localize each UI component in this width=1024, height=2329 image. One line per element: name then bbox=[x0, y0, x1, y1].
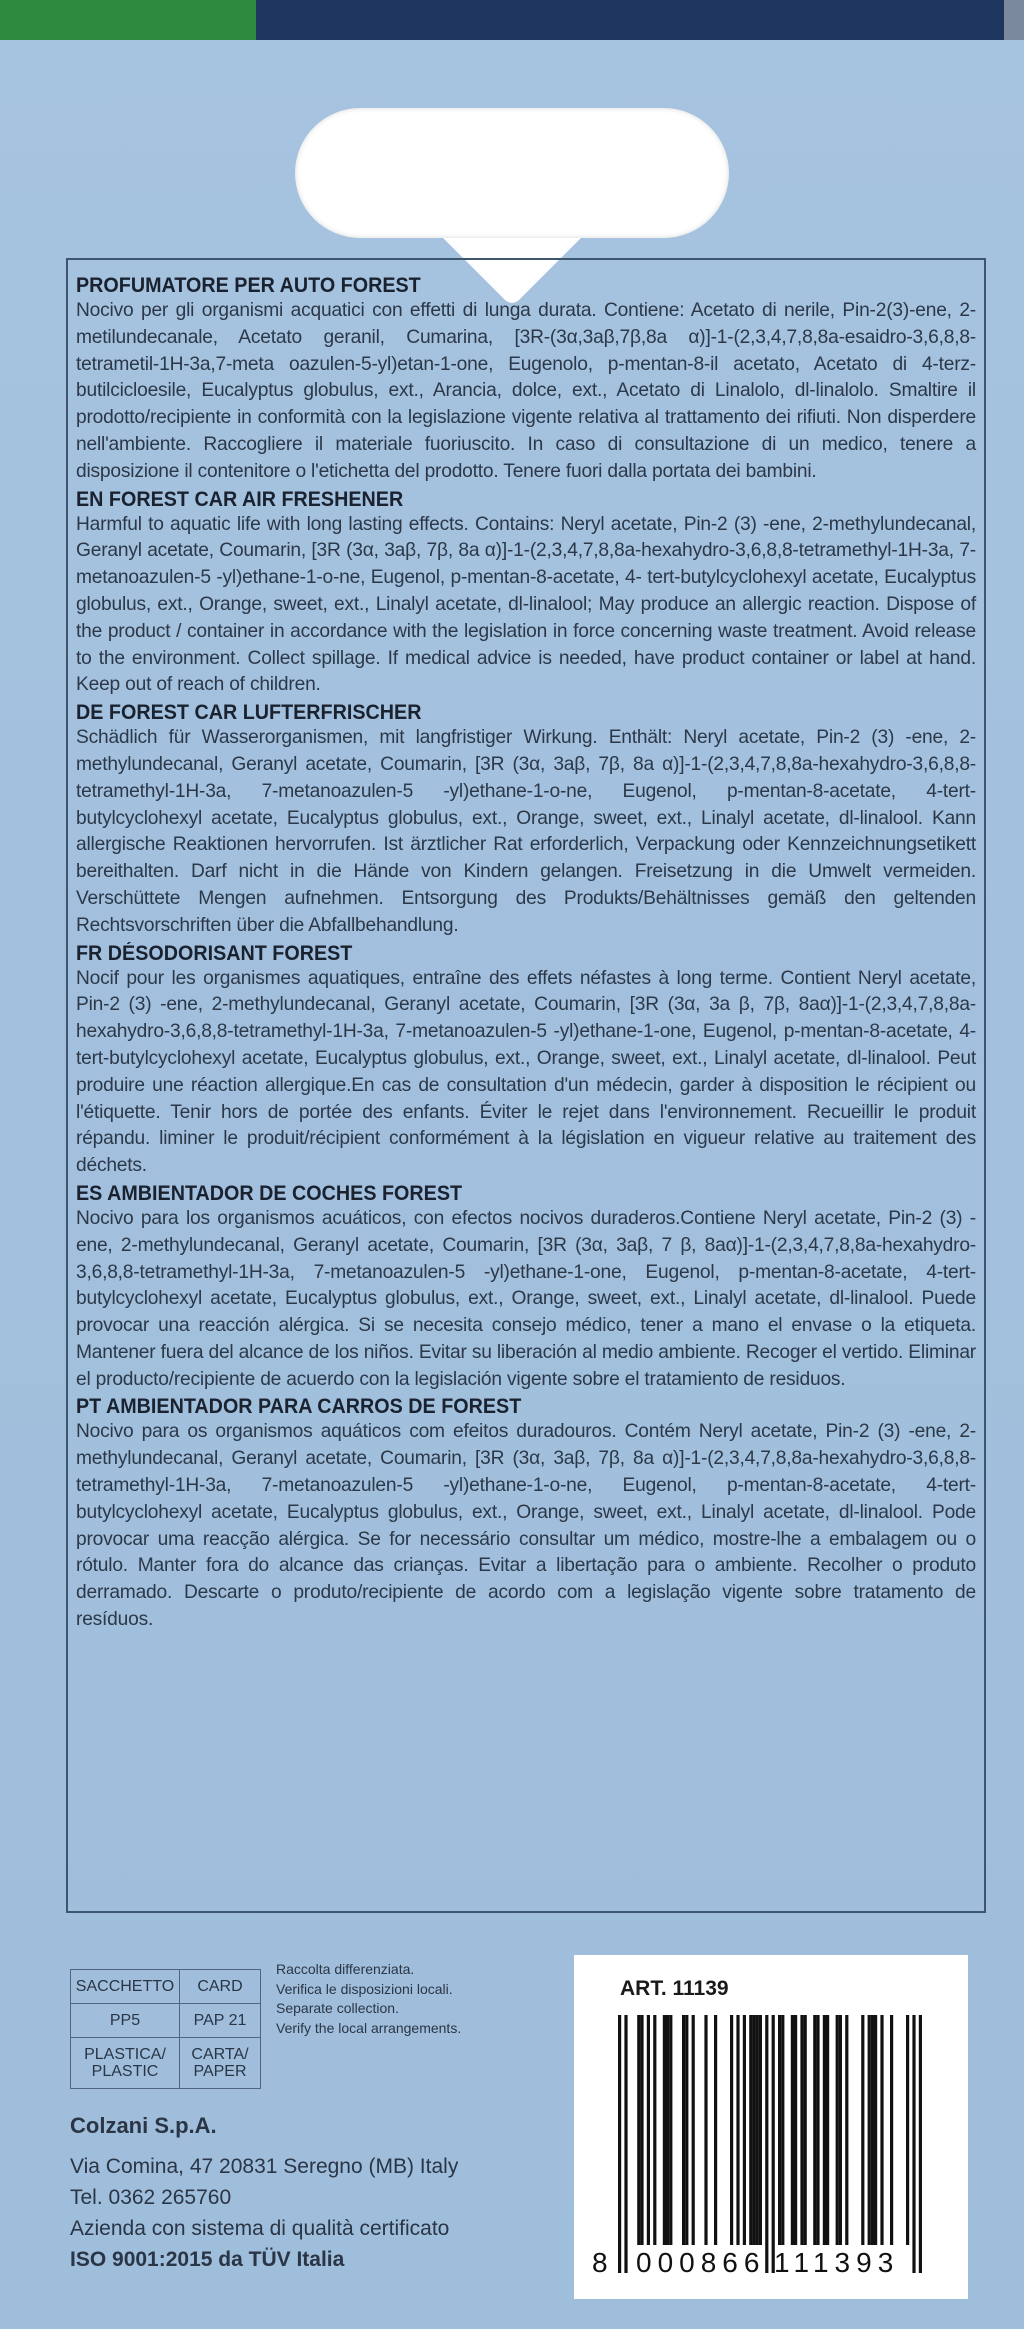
barcode-card bbox=[574, 1955, 968, 2299]
barcode-digit-first: 8 bbox=[592, 2247, 614, 2278]
section-title: PT AMBIENTADOR PARA CARROS DE FOREST bbox=[76, 1395, 522, 1419]
barcode-bar bbox=[778, 2015, 781, 2245]
barcode-bar bbox=[640, 2015, 643, 2245]
section-body: Nocivo per gli organismi acquatici con effetti di lunga durata. Contiene: Acetato di nerile, Pin-2(3)-ene, 2-metilundecanale, Acetato geranil, Cumarina, [3R-(3α,3aβ,7β,8a α)]-1-(2,3,4,7,8,8a-esaidro-3,6,8,8-tetrametil-1H-3a,7-meta oazulen-5-yl)etan-1-one, Eugenolo, p-mentan-8-il acetato, Acetato di 4-terz-butilcicloesile, Eucalyptus globulus, ext., Arancia, dolce, ext., Acetato di Linalolo, dl-linalolo. Smaltire il prodotto/recipiente in conformità con la legislazione vigente relativa al trattamento dei rifiuti. Non disperdere nell'ambiente. Raccogliere il materiale fuoriuscito. In caso di consultazione di un medico, tenere a disposizione il contenitore o l'etichetta del prodotto. Tenere fuori dalla portata dei bambini. bbox=[76, 300, 976, 482]
bottom-info bbox=[0, 1913, 1024, 2329]
hang-hole bbox=[295, 108, 729, 238]
barcode-guard-bar bbox=[772, 2015, 775, 2273]
barcode-bar bbox=[816, 2015, 819, 2245]
brand-stripe-navy bbox=[256, 0, 1004, 40]
section-title: PROFUMATORE PER AUTO FOREST bbox=[76, 274, 421, 297]
section-it bbox=[76, 274, 976, 486]
section-en bbox=[76, 488, 976, 700]
barcode-guard-bar bbox=[624, 2015, 627, 2273]
recycling-cell: CARTA/ PAPER bbox=[180, 2038, 261, 2089]
section-body: Harmful to aquatic life with long lasting effects. Contains: Neryl acetate, Pin-2 (3) -ene, 2-methylundecanal, Geranyl acetate, Coumarin, [3R (3α, 3aβ, 7β, 8a α)]-1-(2,3,4,7,8,8a-hexahydro-3,6,8,8-tetramethyl-1H-3a, 7-metanoazulen-5 -yl)ethane-1-o-ne, Eugenol, p-mentan-8-acetate, 4- tert-butylcyclohexyl acetate, Eucalyptus globulus, ext., Orange, sweet, ext., Linalyl acetate, dl-linalool; May produce an allergic reaction. Dispose of the product / container in accordance with the legislation in force concerning waste treatment. Avoid release to the environment. Collect spillage. If medical advice is needed, have product container or label at hand. Keep out of reach of children. bbox=[76, 513, 976, 696]
section-title: EN FOREST CAR AIR FRESHENER bbox=[76, 487, 404, 511]
barcode bbox=[574, 1955, 968, 2299]
barcode-bar bbox=[781, 2015, 784, 2245]
recycling-note-line: Separate collection. bbox=[276, 2000, 399, 2016]
barcode-bar bbox=[823, 2015, 826, 2245]
barcode-bar bbox=[759, 2015, 762, 2245]
barcode-bar bbox=[653, 2015, 656, 2245]
barcode-bar bbox=[704, 2015, 707, 2245]
section-body: Nocivo para os organismos aquáticos com efeitos duradouros. Contém Neryl acetate, Pin-2 (3) -ene, 2-methylundecanal, Geranyl acetate, Coumarin, [3R (3α, 3aβ, 7β, 8a α)]-1-(2,3,4,7,8,8a-hexahydro-3,6,8,8-tetramethyl-1H-3a, 7-metanoazulen-5 -yl)ethane-1-o-ne, Eugenol, p-mentan-8-acetate, 4-tert-butylcyclohexyl acetate, Eucalyptus globulus, ext., Orange, sweet, ext., Linalyl acetate, dl-linalool. Pode provocar uma reacção alérgica. Se for necessário consultar um médico, mostre-lhe a embalagem ou o rótulo. Manter fora do alcance das crianças. Evitar a libertação para o ambiente. Recolher o produto derramado. Descarte o produto/recipiente de acordo com a legislação vigente sobre tratamento de resíduos. bbox=[76, 1421, 976, 1631]
recycling-cell: SACCHETTO bbox=[71, 1970, 180, 2004]
company-info bbox=[70, 2111, 630, 2275]
company-phone: Tel. 0362 265760 bbox=[70, 2186, 232, 2209]
barcode-bar bbox=[880, 2015, 883, 2245]
section-fr bbox=[76, 942, 976, 1180]
barcode-guard-bar bbox=[618, 2015, 621, 2273]
barcode-guard-bar bbox=[912, 2015, 915, 2273]
article-number: ART. 11139 bbox=[620, 1977, 729, 2000]
barcode-bar bbox=[666, 2015, 669, 2245]
brand-stripe-green bbox=[0, 0, 256, 40]
barcode-bar bbox=[682, 2015, 685, 2245]
barcode-bar bbox=[669, 2015, 672, 2245]
section-body: Nocivo para los organismos acuáticos, con efectos nocivos duraderos.Contiene Neryl acetate, Pin-2 (3) -ene, 2-methylundecanal, Geranyl acetate, Coumarin, [3R (3α, 3aβ, 7 β, 8aα)]-1-(2,3,4,7,8,8a-hexahydro-3,6,8,8-tetramethyl-1H-3a, 7-metanoazulen-5 -yl)ethane-1-one, Eugenol, p-mentan-8-acetate, 4-tert-butylcyclohexyl acetate, Eucalyptus globulus, ext., Orange, sweet, ext., Linalyl acetate, dl-linalool. Puede provocar una reacción alérgica. Si se necesita consejo médico, tener a mano el envase o la etiqueta. Mantener fuera del alcance de los niños. Evitar su liberación al medio ambiente. Recoger el vertido. Eliminar el producto/recipiente de acuerdo con la legislación vigente sobre el tratamiento de residuos. bbox=[76, 1207, 976, 1390]
section-title: DE FOREST CAR LUFTERFRISCHER bbox=[76, 701, 422, 725]
barcode-bar bbox=[868, 2015, 871, 2245]
barcode-bar bbox=[794, 2015, 797, 2245]
barcode-bar bbox=[749, 2015, 752, 2245]
barcode-bar bbox=[906, 2015, 909, 2245]
barcode-bar bbox=[836, 2015, 839, 2245]
barcode-bar bbox=[826, 2015, 829, 2245]
section-body: Nocif pour les organismes aquatiques, entraîne des effets néfastes à long terme. Contient Neryl acetate, Pin-2 (3) -ene, 2-methylundecanal, Geranyl acetate, Coumarin, [3R (3α, 3a β, 7β, 8aα)]-1-(2,3,4,7,8,8a-hexahydro-3,6,8,8-tetramethyl-1H-3a, 7-metanoazulen-5 -yl)ethane-1-one, Eugenol, p-mentan-8-acetate, 4-tert-butylcyclohexyl acetate, Eucalyptus globulus, ext., Orange, sweet, ext., Linalyl acetate, dl-linalool. Peut produire une réaction allergique.En cas de consultation d'un médecin, garder à disposition le récipient ou l'étiquette. Tenir hors de portée des enfants. Éviter le rejet dans l'environnement. Recueillir le produit répandu. liminer le produit/récipient conformément à la législation en vigueur relative au traitement des déchets. bbox=[76, 967, 976, 1177]
barcode-bar bbox=[874, 2015, 877, 2245]
barcode-bar bbox=[756, 2015, 759, 2245]
section-title: ES AMBIENTADOR DE COCHES FOREST bbox=[76, 1181, 463, 1205]
recycling-cell: PLASTICA/ PLASTIC bbox=[71, 2038, 180, 2089]
barcode-bar bbox=[736, 2015, 739, 2245]
recycling-note-line: Raccolta differenziata. bbox=[276, 1961, 415, 1977]
company-iso: ISO 9001:2015 da TÜV Italia bbox=[70, 2248, 345, 2271]
barcode-bar bbox=[804, 2015, 807, 2245]
barcode-bar bbox=[791, 2015, 794, 2245]
barcode-bar bbox=[663, 2015, 666, 2245]
recycling-cell: PAP 21 bbox=[180, 2004, 261, 2038]
company-address: Via Comina, 47 20831 Seregno (MB) Italy bbox=[70, 2155, 459, 2178]
section-body: Schädlich für Wasserorganismen, mit langfristiger Wirkung. Enthält: Neryl acetate, Pin-2 (3) -ene, 2-methylundecanal, Geranyl acetate, Coumarin, [3R (3α, 3aβ, 7β, 8a α)]-1-(2,3,4,7,8,8a-hexahydro-3,6,8,8-tetramethyl-1H-3a, 7-metanoazulen-5 -yl)ethane-1-o-ne, Eugenol, p-mentan-8-acetate, 4-tert-butylcyclohexyl acetate, Eucalyptus globulus, ext., Orange, sweet, ext., Linalyl acetate, dl-linalool. Kann allergische Reaktionen hervorrufen. Ist ärztlicher Rat erforderlich, Verpackung oder Kennzeichnungsetikett bereithalten. Darf nicht in die Hände von Kindern gelangen. Freisetzung in die Umwelt vermeiden. Verschüttete Mengen aufnehmen. Entsorgung des Produkts/Behältnisses gemäß den geltenden Rechtsvorschriften über die Abfallbehandlung. bbox=[76, 727, 976, 936]
brand-stripe-edge bbox=[1004, 0, 1024, 40]
company-quality: Azienda con sistema di qualità certificato bbox=[70, 2217, 450, 2240]
barcode-bar bbox=[743, 2015, 746, 2245]
recycling-note-line: Verify the local arrangements. bbox=[276, 2019, 462, 2036]
barcode-bar bbox=[647, 2015, 650, 2245]
barcode-guard-bar bbox=[765, 2015, 768, 2273]
recycling-table bbox=[70, 1969, 261, 2089]
section-de bbox=[76, 701, 976, 939]
barcode-bar bbox=[890, 2015, 893, 2245]
barcode-bar bbox=[752, 2015, 755, 2245]
barcode-bar bbox=[685, 2015, 688, 2245]
recycling-note-line: Verifica le disposizioni locali. bbox=[276, 1980, 453, 1997]
barcode-guard-bar bbox=[919, 2015, 922, 2273]
barcode-digits-left: 000866 bbox=[636, 2247, 766, 2278]
barcode-bar bbox=[845, 2015, 848, 2245]
barcode-bar bbox=[800, 2015, 803, 2245]
recycling-note bbox=[276, 1960, 516, 2038]
section-title: FR DÉSODORISANT FOREST bbox=[76, 941, 353, 965]
barcode-bar bbox=[861, 2015, 864, 2245]
recycling-cell: PP5 bbox=[71, 2004, 180, 2038]
barcode-bar bbox=[871, 2015, 874, 2245]
barcode-bar bbox=[692, 2015, 695, 2245]
barcode-bar bbox=[637, 2015, 640, 2245]
barcode-bar bbox=[839, 2015, 842, 2245]
section-pt bbox=[76, 1395, 976, 1633]
barcode-bar bbox=[714, 2015, 717, 2245]
barcode-bar bbox=[813, 2015, 816, 2245]
company-name: Colzani S.p.A. bbox=[70, 2113, 217, 2138]
section-es bbox=[76, 1182, 976, 1394]
barcode-digits-right: 111393 bbox=[774, 2247, 900, 2278]
recycling-cell: CARD bbox=[180, 1970, 261, 2004]
barcode-bar bbox=[730, 2015, 733, 2245]
warning-text-box bbox=[66, 258, 986, 1913]
